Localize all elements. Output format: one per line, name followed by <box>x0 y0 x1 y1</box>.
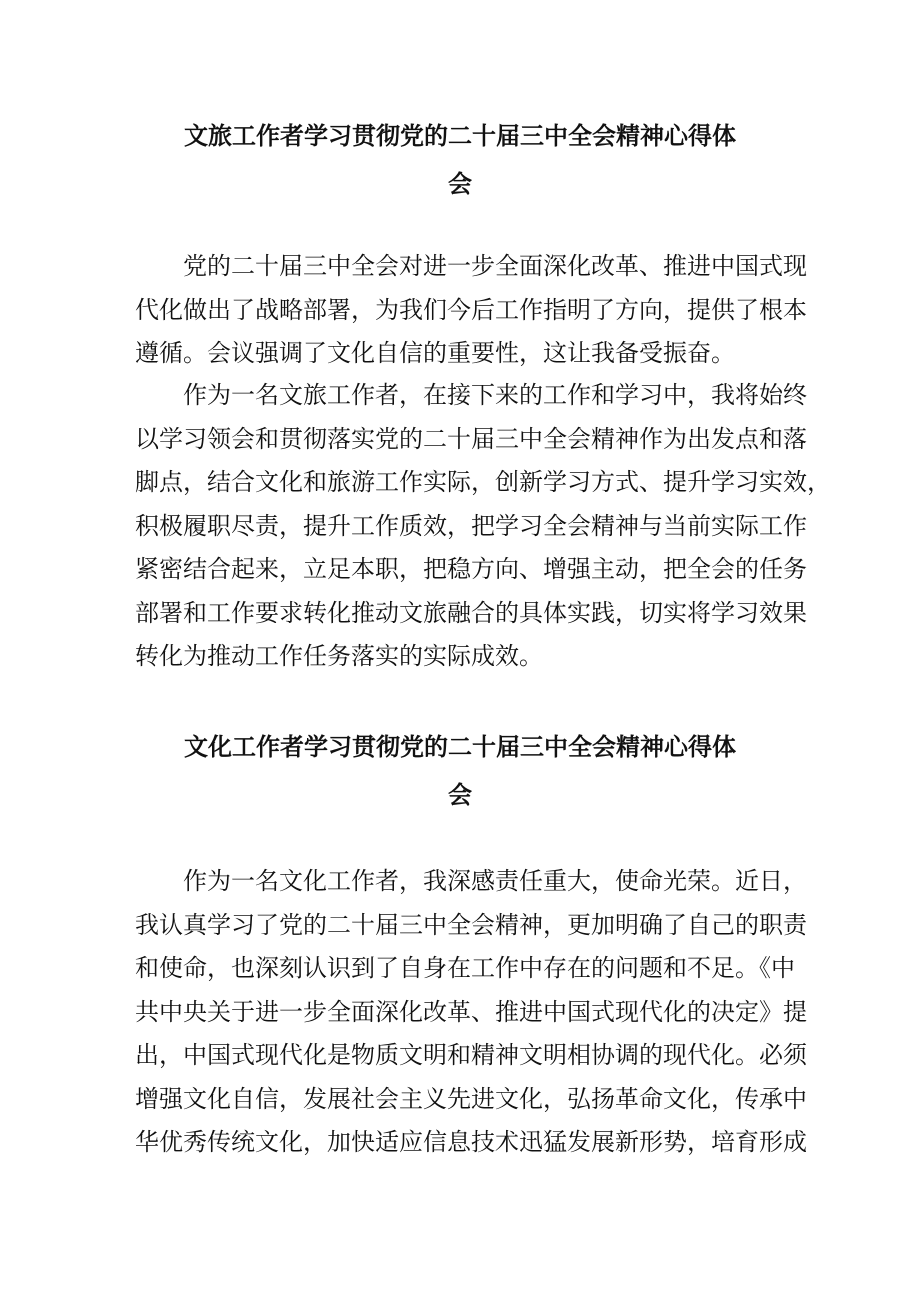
text-line: 遵循。会议强调了文化自信的重要性，这让我备受振奋。 <box>135 339 735 367</box>
section-2-paragraph-1 <box>135 860 807 1165</box>
section-2-title-line-2: 会 <box>448 780 472 809</box>
text-line: 共中央关于进一步全面深化改革、推进中国式现代化的决定》提 <box>135 997 807 1026</box>
text-line: 以学习领会和贯彻落实党的二十届三中全会精神作为出发点和落 <box>135 424 807 453</box>
text-line: 脚点，结合文化和旅游工作实际，创新学习方式、提升学习实效， <box>135 468 831 496</box>
text-line: 部署和工作要求转化推动文旅融合的具体实践，切实将学习效果 <box>135 598 807 627</box>
section-1-paragraph-2 <box>135 374 831 679</box>
text-line: 和使命，也深刻认识到了自身在工作中存在的问题和不足。《中 <box>135 954 795 982</box>
section-1-title-line-1: 文旅工作者学习贯彻党的二十届三中全会精神心得体 <box>184 121 736 150</box>
text-line: 转化为推动工作任务落实的实际成效。 <box>135 642 543 670</box>
section-1-paragraph-1 <box>135 245 807 376</box>
text-line: 积极履职尽责，提升工作质效，把学习全会精神与当前实际工作 <box>135 511 807 540</box>
text-line: 作为一名文旅工作者，在接下来的工作和学习中，我将始终 <box>183 381 807 409</box>
section-1-title <box>135 112 785 208</box>
section-2-title <box>135 723 785 819</box>
text-line: 代化做出了战略部署，为我们今后工作指明了方向，提供了根本 <box>135 295 807 324</box>
text-line: 作为一名文化工作者，我深感责任重大，使命光荣。近日， <box>183 867 807 895</box>
section-2-title-line-1: 文化工作者学习贯彻党的二十届三中全会精神心得体 <box>184 732 736 761</box>
section-1-title-line-2: 会 <box>448 169 472 198</box>
text-line: 紧密结合起来，立足本职，把稳方向、增强主动，把全会的任务 <box>135 555 807 583</box>
text-line: 出，中国式现代化是物质文明和精神文明相协调的现代化。必须 <box>135 1041 807 1069</box>
text-line: 党的二十届三中全会对进一步全面深化改革、推进中国式现 <box>183 252 807 280</box>
text-line: 华优秀传统文化，加快适应信息技术迅猛发展新形势，培育形成 <box>135 1128 807 1156</box>
text-line: 增强文化自信，发展社会主义先进文化，弘扬革命文化，传承中 <box>135 1084 807 1113</box>
text-line: 我认真学习了党的二十届三中全会精神，更加明确了自己的职责 <box>135 910 807 939</box>
